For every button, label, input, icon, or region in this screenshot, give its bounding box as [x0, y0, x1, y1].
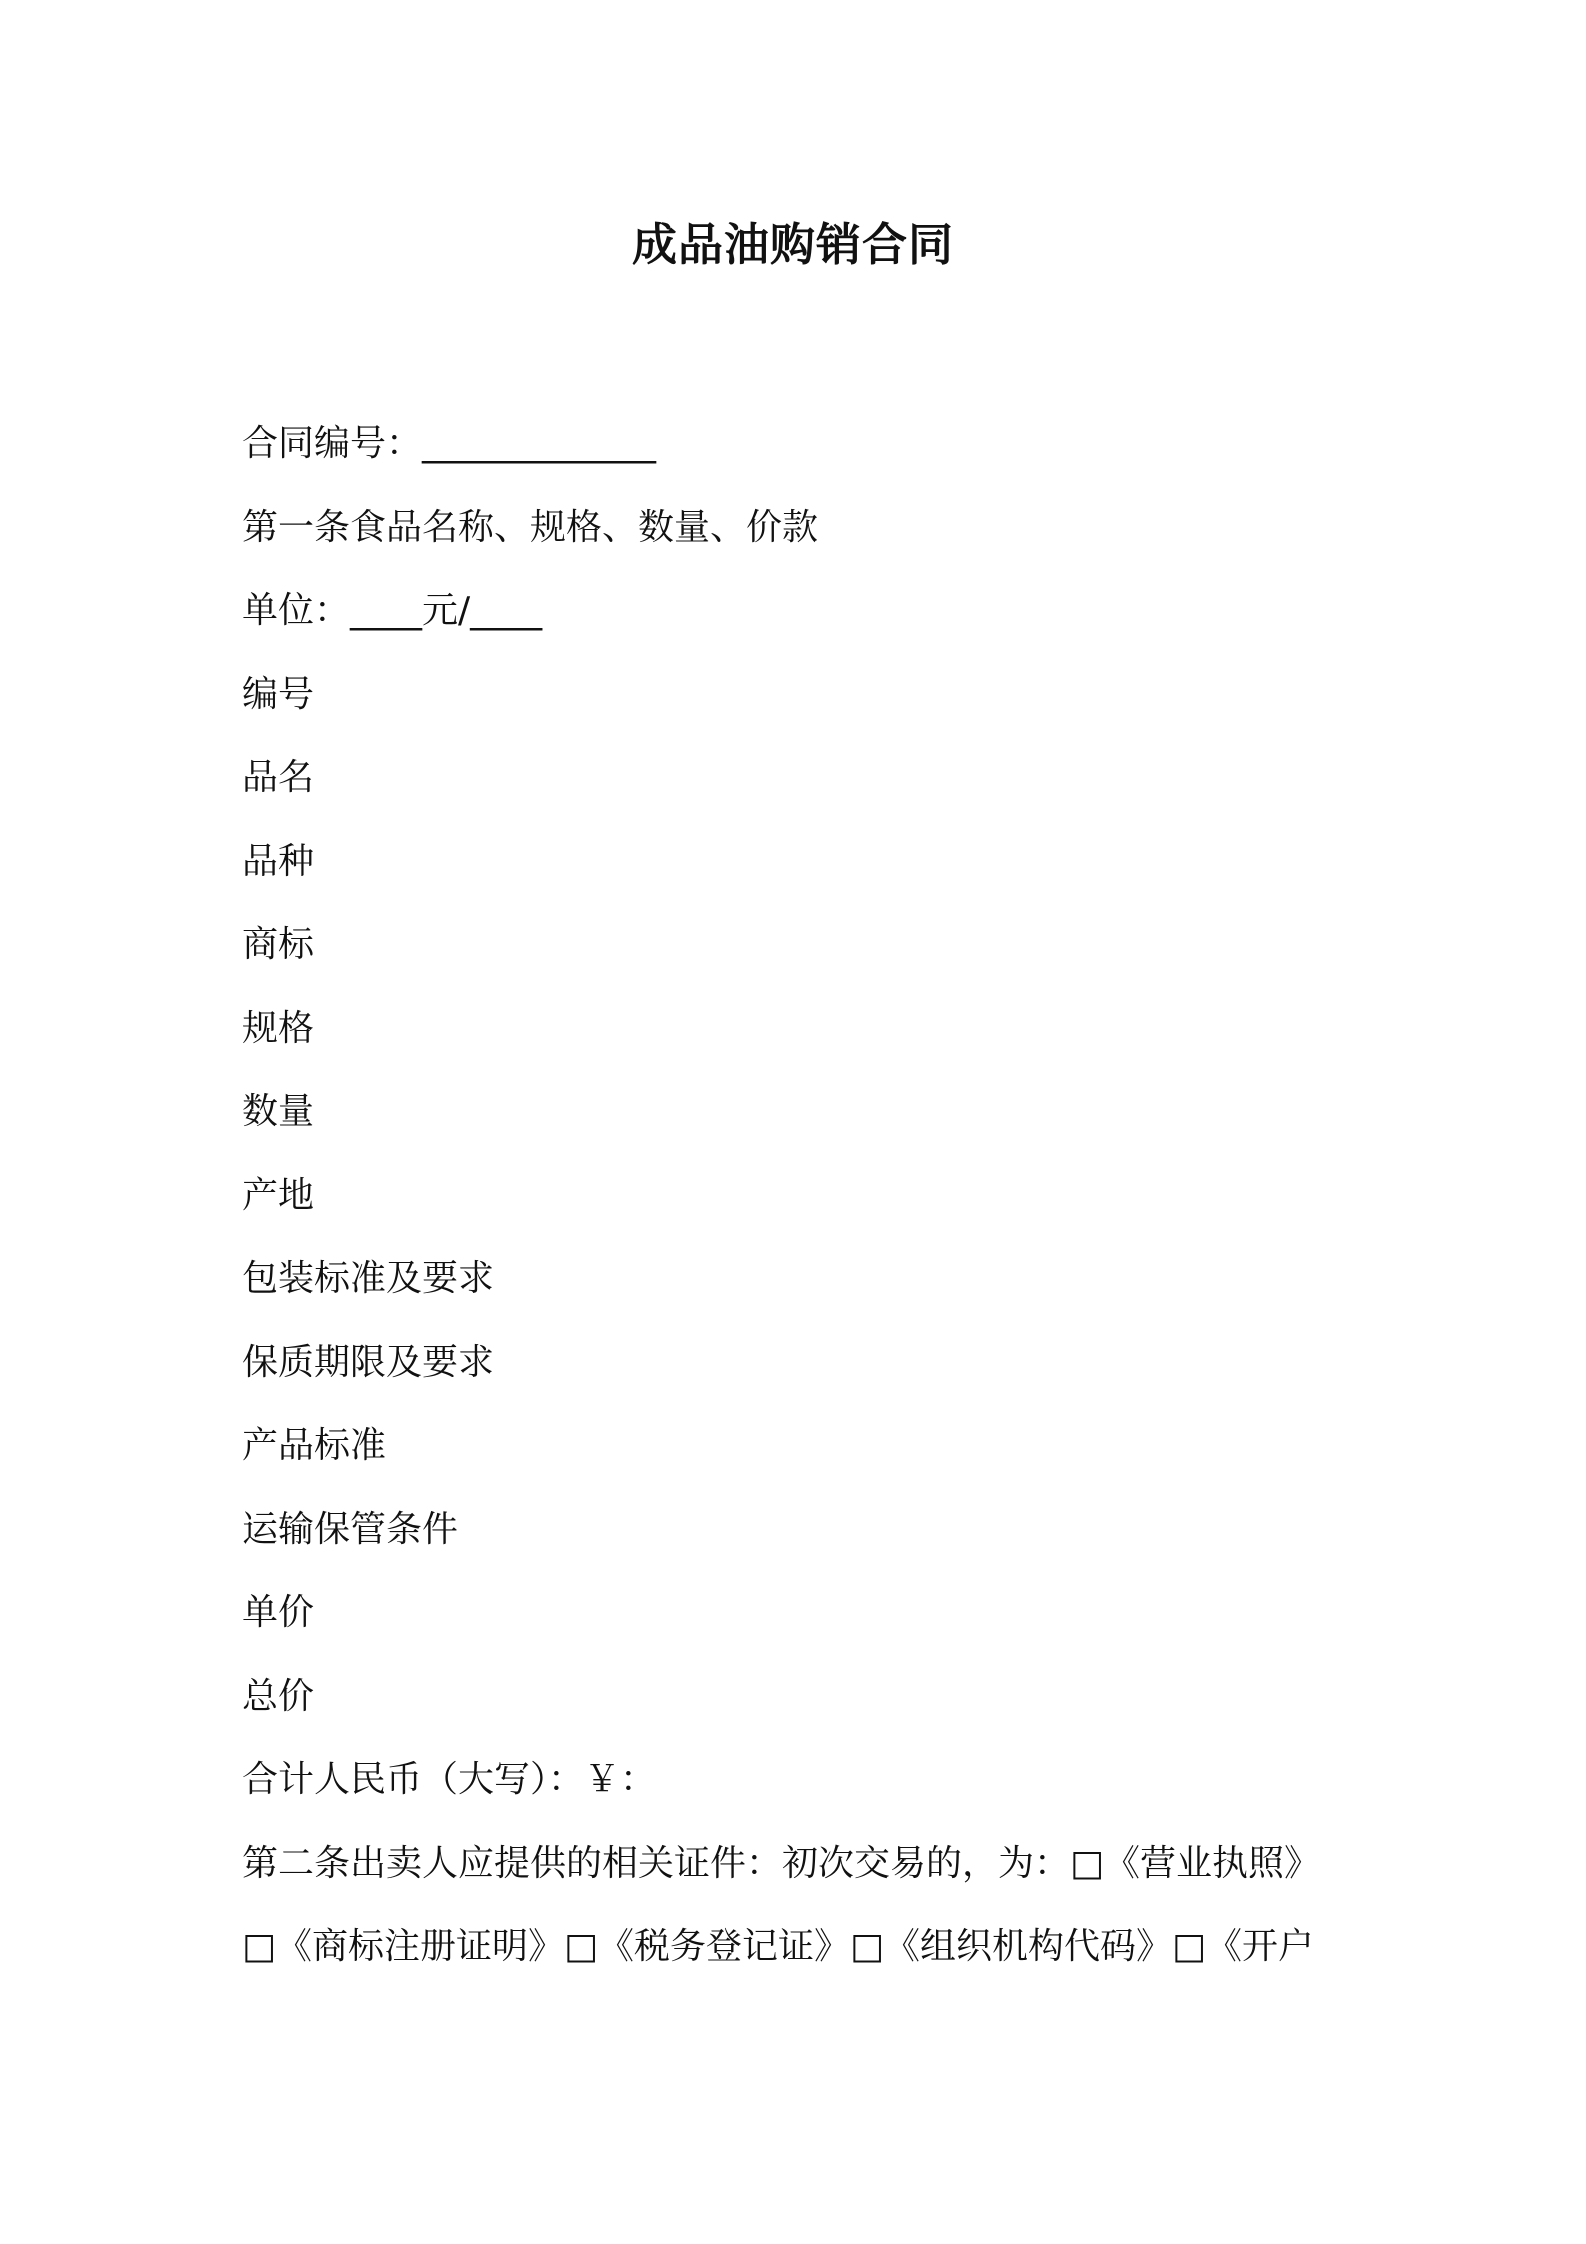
field-trademark: 商标	[242, 924, 315, 965]
field-number: 编号	[242, 673, 315, 715]
article-two-line: 第二条出卖人应提供的相关证件：初次交易的，为：□《营业执照》	[242, 1842, 1321, 1884]
contract-number-line: 合同编号：_____________	[242, 423, 657, 464]
field-product-standard: 产品标准	[242, 1425, 387, 1466]
field-packaging: 包装标准及要求	[242, 1258, 495, 1299]
field-transport-storage: 运输保管条件	[242, 1508, 459, 1550]
article-one-heading: 第一条食品名称、规格、数量、价款	[242, 506, 819, 548]
unit-line: 单位：____元/____	[242, 590, 543, 631]
field-total-price: 总价	[242, 1675, 315, 1717]
field-product-name: 品名	[242, 757, 315, 798]
field-origin: 产地	[242, 1174, 315, 1216]
total-rmb-line: 合计人民币（大写）：￥：	[242, 1759, 657, 1800]
field-unit-price: 单价	[242, 1592, 315, 1633]
field-specification: 规格	[242, 1007, 315, 1049]
field-variety: 品种	[242, 840, 315, 882]
field-shelf-life: 保质期限及要求	[242, 1341, 495, 1383]
certificates-line: □《商标注册证明》□《税务登记证》□《组织机构代码》□《开户	[242, 1926, 1315, 1967]
field-quantity: 数量	[242, 1091, 315, 1132]
document-body	[242, 402, 1362, 1989]
document-title: 成品油购销合同	[631, 218, 954, 271]
